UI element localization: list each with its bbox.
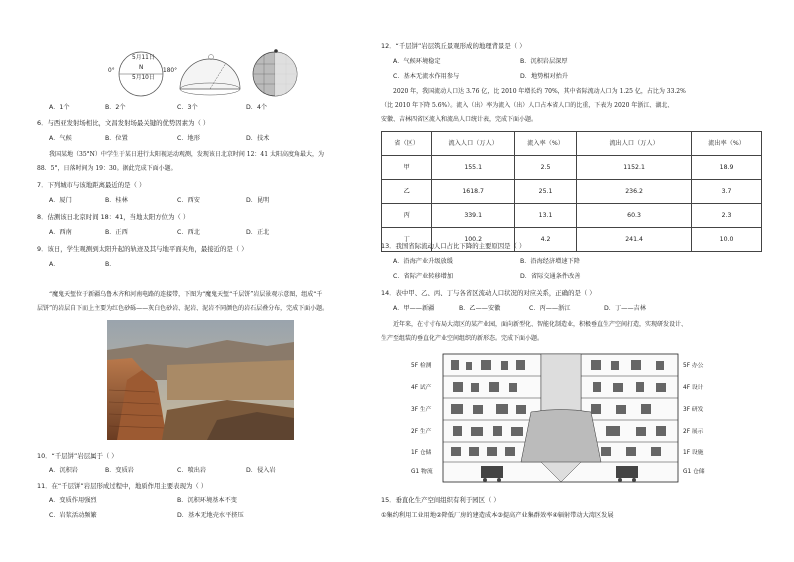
- floor-label-right: 2F 展示: [683, 429, 704, 435]
- table-cell: 2.3: [692, 204, 762, 228]
- q6-option-c: C．地形: [177, 135, 200, 142]
- q12-option-d: D．地势相对抬升: [520, 73, 569, 80]
- table-header-cell: 流入率（%）: [515, 132, 577, 156]
- floor-label-right: 4F 设计: [683, 385, 704, 391]
- table-row: [382, 156, 762, 180]
- table-cell: 乙: [382, 180, 432, 204]
- q5-option-d: D．4个: [246, 104, 268, 111]
- table-cell: 4.2: [515, 228, 577, 252]
- q8-option-d: D．正北: [246, 229, 270, 236]
- table-header-cell: 流出率（%）: [692, 132, 762, 156]
- q6-option-b: B．位置: [105, 135, 128, 142]
- q7-option-d: D．昆明: [246, 197, 270, 204]
- table-header-cell: 流出人口（万人）: [577, 132, 692, 156]
- floor-label-right: G1 仓储: [683, 469, 705, 475]
- q5-option-a: A．1个: [49, 104, 70, 111]
- passage4-line1: 近年来，在寸寸布局大湾区的某产业园，面向新型化、智能化制造业，积极垂直生产空间打造，实现研发设计、: [393, 321, 688, 328]
- passage3-line1: 2020 年，我国流动人口达 3.76 亿，比 2010 年增长约 70%，其中省际流动人口为 1.25 亿，占比为 33.2%: [393, 88, 686, 95]
- diagram-label-right: 180°: [163, 68, 177, 74]
- vertical-factory-figure: [411, 352, 711, 487]
- q6-stem: 6．与西亚发射场相比，文昌发射场最关键的优势因素为（ ）: [37, 119, 210, 127]
- table-cell: 100.2: [432, 228, 515, 252]
- q14-option-a: A．甲——新疆: [393, 305, 435, 312]
- q11-option-c: C．岩浆活动频繁: [49, 512, 97, 519]
- q13-option-c: C．省际产业转移增加: [393, 273, 454, 280]
- table-cell: 241.4: [577, 228, 692, 252]
- q11-option-a: A．变质作用强烈: [49, 497, 97, 504]
- q7-stem: 7．下列城市与该地距离最近的是（ ）: [37, 181, 146, 189]
- passage3-line2: （比 2010 年下降 5.6%）。流入（出）率为流入（出）人口占本省人口的比重，下表为 2020 年浙江、湖北、: [381, 102, 674, 109]
- floor-label-left: 4F 试产: [411, 385, 432, 391]
- q5-option-c: C．3个: [177, 104, 198, 111]
- q12-option-c: C．基本无流水作用参与: [393, 73, 460, 80]
- q11-option-d: D．基本无地壳水平挤压: [177, 512, 244, 519]
- q10-option-d: D．侵入岩: [246, 467, 276, 474]
- q9-stem: 9．该日，学生观测到太阳升起的轨迹及其与地平面夹角，最接近的是（ ）: [37, 245, 248, 253]
- table-cell: 1618.7: [432, 180, 515, 204]
- q13-option-d: D．省际交通条件改善: [520, 273, 581, 280]
- table-header-row: [382, 132, 762, 156]
- table-row: [382, 204, 762, 228]
- q6-option-a: A．气候: [49, 135, 72, 142]
- floor-label-left: 5F 检测: [411, 363, 432, 369]
- passage2-line2: 层饼”的岩层自下而上主要为红色砂砾——灰白色砂岩、泥岩、泥岩不同颜色的岩石层叠分布，完成下面小题。: [37, 305, 329, 312]
- table-cell: 2.5: [515, 156, 577, 180]
- table-header-cell: 流入人口（万人）: [432, 132, 515, 156]
- q10-stem: 10．“千层饼”岩层属于（ ）: [37, 452, 118, 460]
- passage2-line1: “魔鬼天堑位于新疆乌鲁木齐和河南电路的连接带，下图为“魔鬼天堑“千层饼”岩层景观示意图，组成“千: [49, 291, 323, 298]
- q15-statement-line: ①集约利用工业用地②降低厂房的建造成本③提高产业集群效率④辐射带动大湾区发展: [381, 512, 614, 519]
- passage4-line2: 生产至组装的垂直化产业空间组织的新形态。完成下面小题。: [381, 335, 544, 342]
- q9-option-b: B．: [105, 261, 116, 268]
- q7-option-c: C．西安: [177, 197, 200, 204]
- q14-option-d: D．丁——吉林: [604, 305, 646, 312]
- q9-option-a: A．: [49, 261, 60, 268]
- rock-layers-photo-svg: [107, 320, 294, 440]
- diagram-label-left: 0°: [108, 68, 115, 74]
- table-cell: 236.2: [577, 180, 692, 204]
- diagram-label-bottom: 5月10日: [132, 75, 155, 81]
- q14-stem: 14．表中甲、乙、丙、丁与各省区流动人口状况的对应关系，正确的是（ ）: [381, 289, 596, 297]
- q8-option-a: A．西南: [49, 229, 72, 236]
- q12-stem: 12．“千层饼”岩层筑丘景观形成的地理背景是（ ）: [381, 42, 526, 50]
- table-header-cell: 省（区）: [382, 132, 432, 156]
- q14-option-c: C．丙——浙江: [529, 305, 571, 312]
- table-cell: 丁: [382, 228, 432, 252]
- floor-label-right: 1F 设施: [683, 450, 704, 456]
- floor-label-left: 3F 生产: [411, 407, 432, 413]
- table-cell: 丙: [382, 204, 432, 228]
- table-cell: 13.1: [515, 204, 577, 228]
- q10-option-a: A．沉积岩: [49, 467, 78, 474]
- table-cell: 18.9: [692, 156, 762, 180]
- table-cell: 10.0: [692, 228, 762, 252]
- q10-option-b: B．变质岩: [105, 467, 134, 474]
- passage1-line2: 88．5°，日落时间为 19：30。据此完成下面小题。: [37, 165, 177, 172]
- rock-layers-photo: [107, 320, 294, 440]
- diagram-label-n: N: [139, 65, 144, 71]
- table-cell: 25.1: [515, 180, 577, 204]
- floor-label-left: G1 物流: [411, 469, 433, 475]
- passage3-line3: 安徽、吉林四省区流入和流出人口统计表，完成下面小题。: [381, 116, 538, 123]
- q13-option-b: B．沿海经济增速下降: [520, 258, 580, 265]
- passage1-line1: 我国某地（35°N）中学生于某日进行太阳视运动观测，发现该日北京时间 12：41 太阳高度角最大，为: [49, 151, 324, 158]
- q13-stem: 13．我国省际流动人口占比下降的主要原因是（ ）: [381, 242, 526, 250]
- q8-stem: 8．估测该日北京时间 18：41，当地太阳方位为（ ）: [37, 213, 190, 221]
- floor-label-right: 3F 研发: [683, 407, 704, 413]
- floor-label-left: 1F 仓储: [411, 450, 432, 456]
- q7-option-b: B．桂林: [105, 197, 128, 204]
- q13-option-a: A．沿海产业升级放缓: [393, 258, 453, 265]
- q14-option-b: B．乙——安徽: [459, 305, 501, 312]
- q12-option-b: B．沉积岩层深厚: [520, 58, 568, 65]
- q7-option-a: A．厦门: [49, 197, 72, 204]
- q11-option-b: B．沉积环境基本不变: [177, 497, 237, 504]
- q11-stem: 11．在“千层饼”岩层形成过程中，地质作用主要表现为（ ）: [37, 482, 208, 490]
- migration-table: [381, 131, 762, 252]
- q15-stem: 15．垂直化生产空间组织有利于园区（ ）: [381, 496, 500, 504]
- floor-label-right: 5F 办公: [683, 363, 704, 369]
- diagram-label-top: 5月11日: [132, 55, 155, 61]
- table-cell: 155.1: [432, 156, 515, 180]
- q10-option-c: C．喷出岩: [177, 467, 207, 474]
- q12-option-a: A．气候环境稳定: [393, 58, 441, 65]
- q8-option-b: B．正西: [105, 229, 128, 236]
- table-cell: 339.1: [432, 204, 515, 228]
- table-cell: 60.3: [577, 204, 692, 228]
- table-cell: 1152.1: [577, 156, 692, 180]
- table-row: [382, 180, 762, 204]
- table-cell: 甲: [382, 156, 432, 180]
- q5-option-b: B．2个: [105, 104, 126, 111]
- floor-label-left: 2F 生产: [411, 429, 432, 435]
- q8-option-c: C．西北: [177, 229, 200, 236]
- vertical-factory-svg: [411, 352, 711, 487]
- table-cell: 3.7: [692, 180, 762, 204]
- q6-option-d: D．技术: [246, 135, 270, 142]
- earth-diagrams: [108, 49, 308, 99]
